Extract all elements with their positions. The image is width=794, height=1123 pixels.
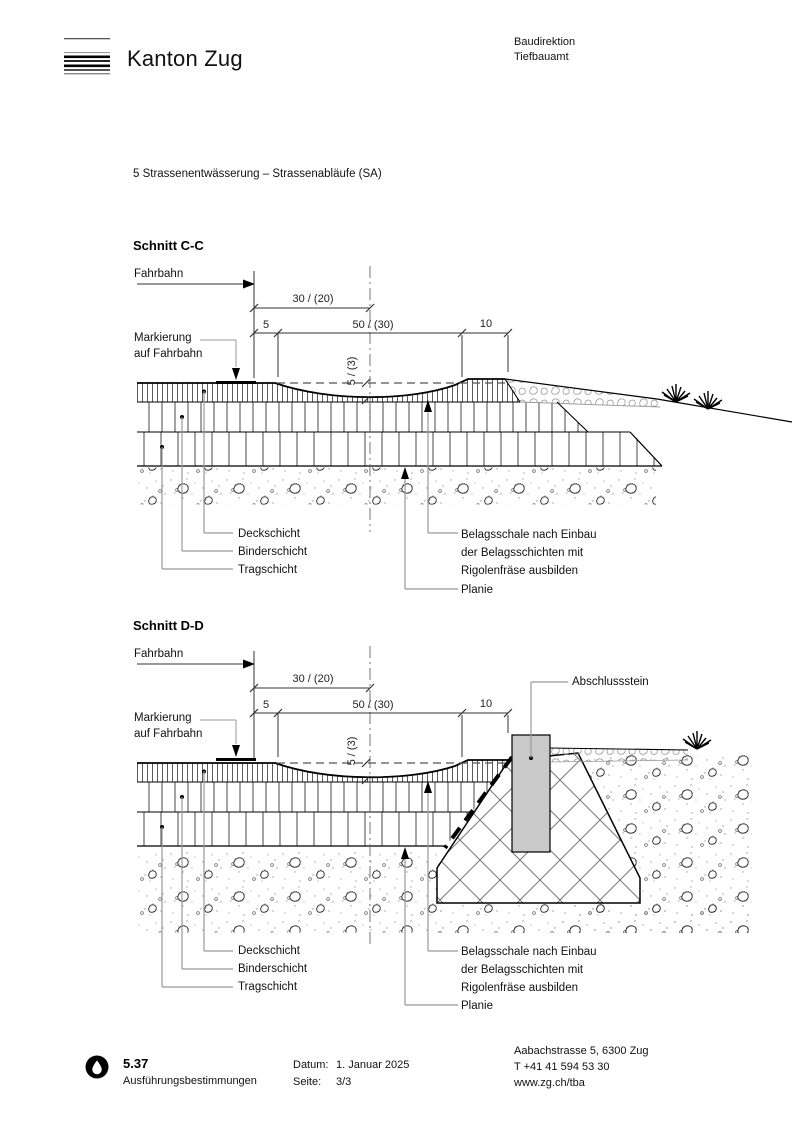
footer-address: Aabachstrasse 5, 6300 Zug: [514, 1045, 649, 1057]
cc-dim-50-30: 50 / (30): [352, 319, 394, 331]
kanton-zug-stripes-logo: [64, 38, 110, 78]
dd-label-planie: Planie: [461, 1000, 493, 1012]
dd-dim-30-20: 30 / (20): [292, 673, 334, 685]
cc-dim-depth: 5 / (3): [346, 356, 358, 386]
section-heading-dd: Schnitt D-D: [133, 618, 204, 633]
brand-title: Kanton Zug: [127, 46, 243, 71]
department-block: [514, 35, 575, 65]
page-title: 5 Strassenentwässerung – Strassenabläufe (SA): [133, 168, 382, 180]
department-line2: Tiefbauamt: [514, 51, 569, 63]
dd-dim-50-30: 50 / (30): [352, 699, 394, 711]
document-type: Ausführungsbestimmungen: [123, 1075, 257, 1087]
cc-dim-30-20: 30 / (20): [292, 293, 334, 305]
cc-label-binderschicht: Binderschicht: [238, 546, 308, 558]
dd-label-belagsschale: Belagsschale nach Einbau der Belagsschichten mit Rigolenfräse ausbilden: [461, 946, 597, 994]
dd-label-fahrbahn: Fahrbahn: [134, 648, 184, 660]
dd-dim-5: 5: [262, 699, 270, 711]
cc-label-deckschicht: Deckschicht: [238, 528, 300, 540]
dd-label-deckschicht: Deckschicht: [238, 945, 300, 957]
cc-label-markierung: Markierung auf Fahrbahn: [134, 332, 203, 360]
department-line1: Baudirektion: [514, 36, 576, 48]
cc-dim-5: 5: [262, 319, 270, 331]
cc-road-layers: [137, 379, 792, 505]
cross-section-drawing: [0, 245, 794, 1035]
cc-dim-10: 10: [479, 318, 493, 330]
cc-label-tragschicht: Tragschicht: [238, 564, 298, 576]
dd-dim-depth: 5 / (3): [346, 736, 358, 766]
document-code: 5.37: [123, 1056, 149, 1071]
footer-phone: T +41 41 594 53 30: [514, 1061, 610, 1073]
dd-dim-10: 10: [479, 698, 493, 710]
date-label: Datum:: [293, 1059, 329, 1071]
cc-label-planie: Planie: [461, 584, 493, 596]
cc-label-fahrbahn: Fahrbahn: [134, 268, 184, 280]
cc-label-belagsschale: Belagsschale nach Einbau der Belagsschichten mit Rigolenfräse ausbilden: [461, 529, 597, 577]
dd-label-abschlussstein: Abschlussstein: [572, 676, 649, 688]
dd-label-tragschicht: Tragschicht: [238, 981, 298, 993]
footer-website: www.zg.ch/tba: [514, 1077, 585, 1089]
page-number-label: Seite:: [293, 1076, 322, 1088]
dd-road-layers: [137, 731, 752, 933]
section-heading-cc: Schnitt C-C: [133, 238, 204, 253]
date-value: 1. Januar 2025: [336, 1059, 410, 1071]
water-drop-icon: [85, 1055, 109, 1079]
dd-label-markierung: Markierung auf Fahrbahn: [134, 712, 203, 740]
page-number-value: 3/3: [336, 1076, 352, 1088]
dd-label-binderschicht: Binderschicht: [238, 963, 308, 975]
